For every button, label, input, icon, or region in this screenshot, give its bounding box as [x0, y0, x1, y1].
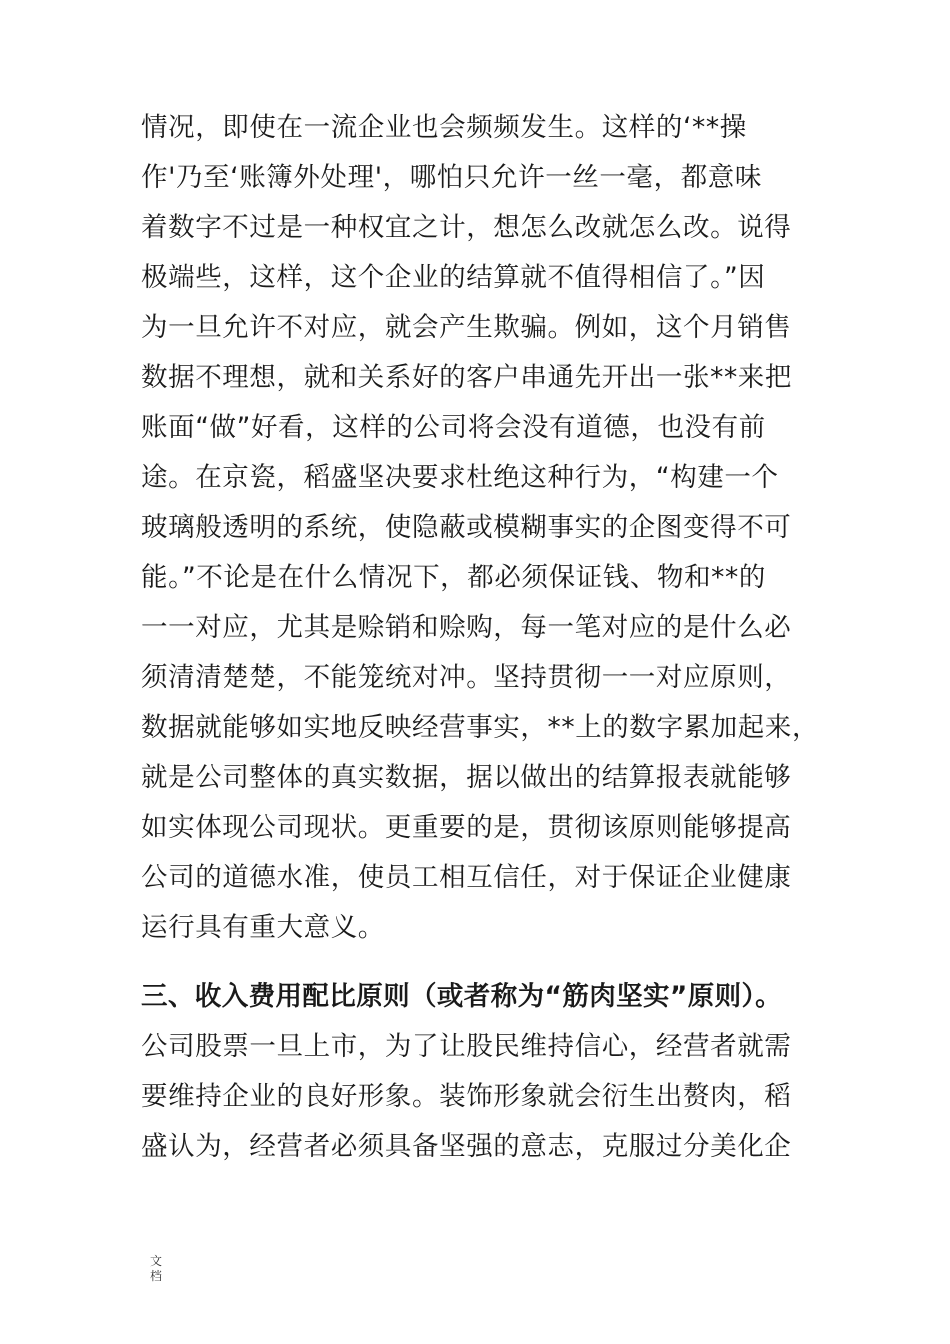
- paragraph-line: 数据就能够如实地反映经营事实，**上的数字累加起来，: [141, 712, 820, 743]
- paragraph-line: 公司的道德水准，使员工相互信任，对于保证企业健康: [141, 862, 792, 893]
- paragraph-line: 要维持企业的良好形象。装饰形象就会衍生出赘肉，稻: [141, 1081, 792, 1112]
- paragraph-line: 账面“做”好看，这样的公司将会没有道德，也没有前: [141, 412, 766, 443]
- paragraph-line: 为一旦允许不对应，就会产生欺骗。例如，这个月销售: [141, 312, 792, 343]
- footer-char: 档: [149, 1269, 162, 1283]
- paragraph-line: 能。”不论是在什么情况下，都必须保证钱、物和**的: [141, 562, 766, 593]
- paragraph-line: 着数字不过是一种权宜之计，想怎么改就怎么改。说得: [141, 212, 792, 243]
- paragraph-line: 数据不理想，就和关系好的客户串通先开出一张**来把: [141, 362, 792, 393]
- paragraph-line: 须清清楚楚，不能笼统对冲。坚持贯彻一一对应原则，: [141, 662, 792, 693]
- paragraph-line: 作'乃至‘账簿外处理'，哪怕只允许一丝一毫，都意味: [141, 162, 762, 193]
- paragraph-line: 就是公司整体的真实数据，据以做出的结算报表就能够: [141, 762, 792, 793]
- paragraph-line: 一一对应，尤其是赊销和赊购，每一笔对应的是什么必: [141, 612, 792, 643]
- paragraph-line: 情况，即使在一流企业也会频频发生。这样的‘**操: [141, 112, 747, 143]
- paragraph-line: 如实体现公司现状。更重要的是，贯彻该原则能够提高: [141, 812, 792, 843]
- section-heading: 三、收入费用配比原则（或者称为“筋肉坚实”原则）。: [141, 981, 783, 1012]
- footer-char: 文: [149, 1254, 162, 1268]
- paragraph-line: 运行具有重大意义。: [141, 912, 385, 943]
- paragraph-line: 极端些，这样，这个企业的结算就不值得相信了。”因: [141, 262, 766, 293]
- paragraph-line: 盛认为，经营者必须具备坚强的意志，克服过分美化企: [141, 1131, 792, 1162]
- paragraph-line: 玻璃般透明的系统，使隐蔽或模糊事实的企图变得不可: [141, 512, 792, 543]
- paragraph-line: 途。在京瓷，稻盛坚决要求杜绝这种行为，“构建一个: [141, 462, 779, 493]
- page-footer: [149, 1254, 163, 1284]
- paragraph-line: 公司股票一旦上市，为了让股民维持信心，经营者就需: [141, 1031, 792, 1062]
